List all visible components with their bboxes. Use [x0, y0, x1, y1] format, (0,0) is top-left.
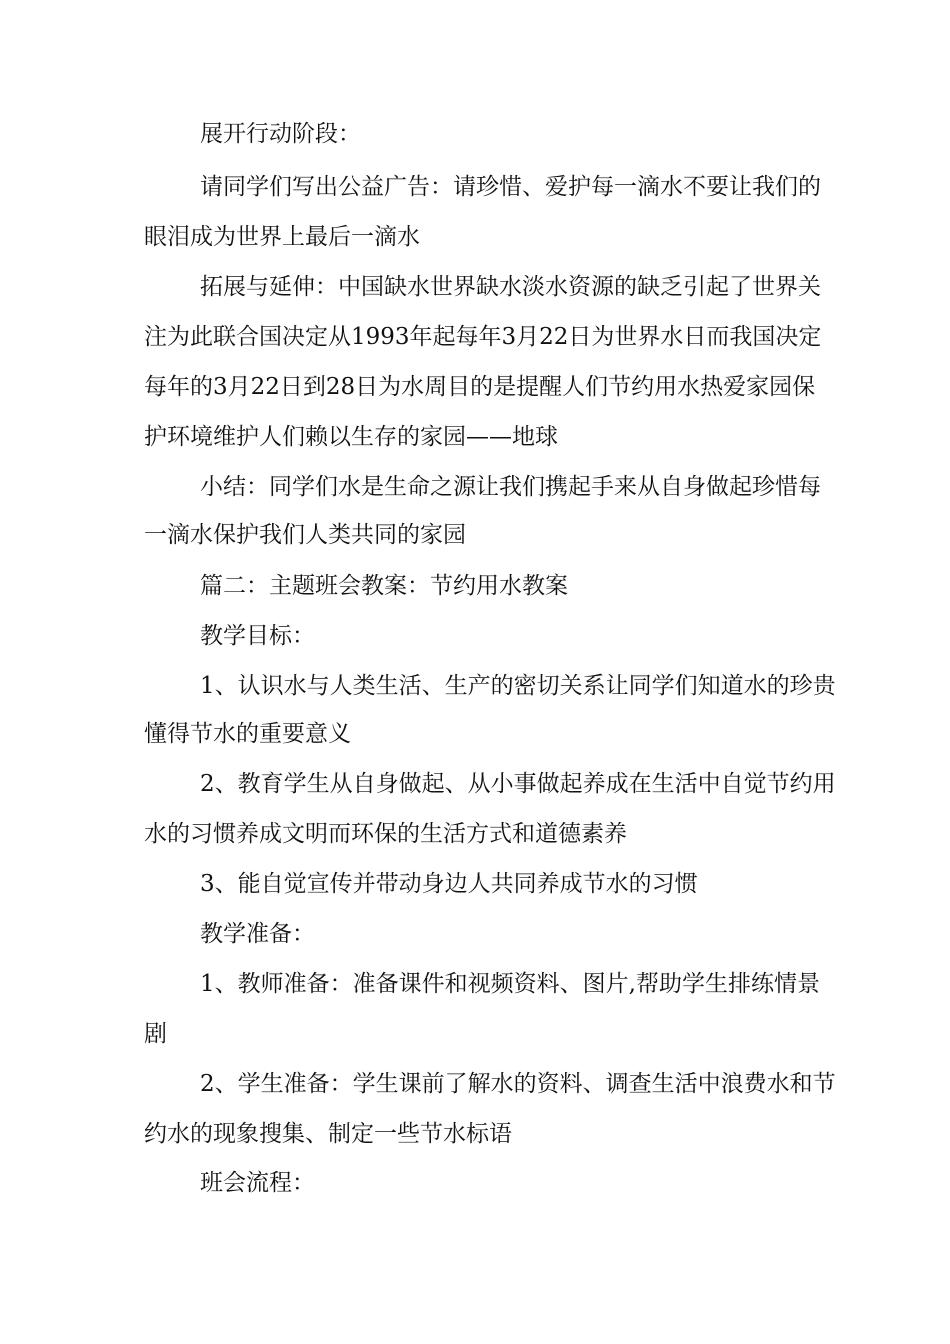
text-line: 注为此联合国决定从1993年起每年3月22日为世界水日而我国决定 — [144, 324, 822, 350]
section-heading: 篇二：主题班会教案：节约用水教案 — [200, 573, 568, 599]
text-line: 1、教师准备：准备课件和视频资料、图片,帮助学生排练情景 — [200, 971, 820, 997]
text-line: 3、能自觉宣传并带动身边人共同养成节水的习惯 — [200, 871, 698, 897]
text-line: 眼泪成为世界上最后一滴水 — [144, 224, 420, 250]
text-line: 教学目标： — [200, 623, 315, 649]
text-line: 小结：同学们水是生命之源让我们携起手来从自身做起珍惜每 — [200, 474, 821, 500]
text-line: 护环境维护人们赖以生存的家园——地球 — [144, 424, 558, 450]
text-line: 2、教育学生从自身做起、从小事做起养成在生活中自觉节约用 — [200, 771, 836, 797]
text-line: 每年的3月22日到28日为水周目的是提醒人们节约用水热爱家园保 — [144, 374, 816, 400]
text-line: 拓展与延伸：中国缺水世界缺水淡水资源的缺乏引起了世界关 — [200, 274, 821, 300]
text-line: 请同学们写出公益广告：请珍惜、爱护每一滴水不要让我们的 — [200, 174, 821, 200]
text-line: 教学准备： — [200, 921, 315, 947]
text-line: 展开行动阶段： — [200, 121, 361, 147]
text-line: 水的习惯养成文明而环保的生活方式和道德素养 — [144, 821, 627, 847]
text-line: 2、学生准备：学生课前了解水的资料、调查生活中浪费水和节 — [200, 1071, 836, 1097]
text-line: 班会流程： — [200, 1170, 315, 1196]
text-line: 懂得节水的重要意义 — [144, 721, 351, 747]
text-line: 约水的现象搜集、制定一些节水标语 — [144, 1121, 512, 1147]
text-line: 剧 — [144, 1021, 167, 1047]
text-line: 1、认识水与人类生活、生产的密切关系让同学们知道水的珍贵 — [200, 673, 836, 699]
text-line: 一滴水保护我们人类共同的家园 — [144, 522, 466, 548]
